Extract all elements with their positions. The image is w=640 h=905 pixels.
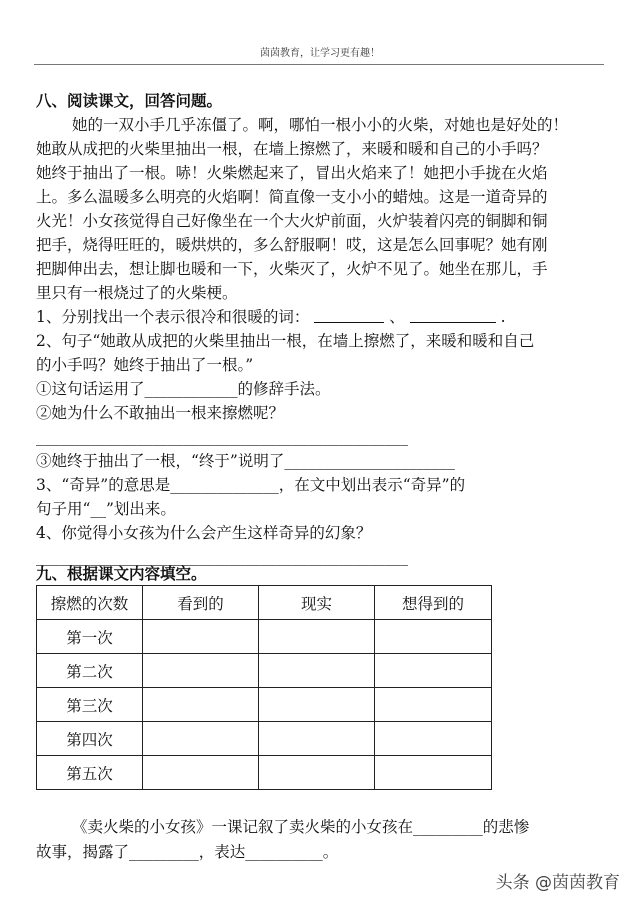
row-label: 第二次	[37, 654, 143, 688]
passage-line: 上。多么温暖多么明亮的火焰啊！简直像一支小小的蜡烛。这是一道奇异的	[36, 188, 548, 206]
passage-line: 火光！小女孩觉得自己好像坐在一个大火炉前面，火炉装着闪亮的铜脚和铜	[36, 212, 548, 230]
question-4: 4、你觉得小女孩为什么会产生这样奇异的幻象？	[36, 524, 372, 542]
answer-line[interactable]: ________________________________________________	[36, 548, 408, 566]
fill-table	[36, 585, 492, 790]
cold-word-blank[interactable]	[314, 308, 384, 323]
summary-blank[interactable]: __________	[245, 843, 323, 861]
table-cell[interactable]	[143, 688, 259, 722]
question-2-line1: 2、句子“她敢从成把的火柴里抽出一根，在墙上擦燃了，来暖和暖和自己	[36, 332, 535, 350]
row-label: 第一次	[37, 620, 143, 654]
table-cell[interactable]	[375, 620, 492, 654]
passage-line: 她终于抽出了一根。哧！火柴燃起来了，冒出火焰来了！她把小手拢在火焰	[36, 164, 548, 182]
table-cell[interactable]	[375, 688, 492, 722]
header-divider	[34, 64, 604, 65]
underline-mark-blank[interactable]: __	[90, 500, 106, 518]
question-2-sub1: ①这句话运用了____________的修辞手法。	[36, 380, 331, 398]
summary-blank[interactable]: _________	[413, 818, 483, 836]
table-header: 想得到的	[375, 586, 492, 620]
passage-line: 把脚伸出去，想让脚也暖和一下，火柴灭了，火炉不见了。她坐在那儿，手	[36, 260, 548, 278]
summary-line2: 故事，揭露了_________，表达__________。	[36, 843, 339, 861]
section8-title: 八、阅读课文，回答问题。	[36, 91, 223, 110]
question-3-line1: 3、“奇异”的意思是______________，在文中划出表示“奇异”的	[36, 476, 466, 494]
table-cell[interactable]	[259, 654, 375, 688]
row-label: 第四次	[37, 722, 143, 756]
table-row	[37, 620, 492, 654]
question-2-line2: 的小手吗？她终于抽出了一根。”	[36, 356, 254, 374]
answer-line[interactable]: ________________________________________________	[36, 428, 408, 446]
table-row	[37, 688, 492, 722]
table-header: 现实	[259, 586, 375, 620]
table-cell[interactable]	[143, 722, 259, 756]
question-1-end: .	[500, 308, 506, 326]
row-label: 第三次	[37, 688, 143, 722]
warm-word-blank[interactable]	[410, 308, 496, 323]
question-1	[36, 306, 602, 328]
blank-separator: 、	[389, 308, 405, 326]
table-cell[interactable]	[259, 722, 375, 756]
table-row	[37, 722, 492, 756]
table-cell[interactable]	[259, 688, 375, 722]
table-cell[interactable]	[259, 756, 375, 790]
table-cell[interactable]	[143, 620, 259, 654]
question-2-sub3: ③她终于抽出了一根，“终于”说明了______________________	[36, 452, 455, 470]
rhetoric-blank[interactable]: ____________	[144, 380, 238, 398]
zhongyu-blank[interactable]: ______________________	[284, 452, 455, 470]
row-label: 第五次	[37, 756, 143, 790]
qiyi-meaning-blank[interactable]: ______________	[170, 476, 279, 494]
table-header-row	[37, 586, 492, 620]
table-cell[interactable]	[143, 654, 259, 688]
summary-line1: 《卖火柴的小女孩》一课记叙了卖火柴的小女孩在_________的悲惨	[72, 818, 530, 836]
page-header: 茵茵教育，让学习更有趣！	[260, 48, 380, 59]
passage-line: 她敢从成把的火柴里抽出一根，在墙上擦燃了，来暖和暖和自己的小手吗？	[36, 140, 548, 158]
watermark: 头条 @茵茵教育	[495, 873, 620, 893]
table-cell[interactable]	[259, 620, 375, 654]
table-cell[interactable]	[375, 722, 492, 756]
question-3-line2: 句子用“__”划出来。	[36, 500, 176, 518]
table-cell[interactable]	[375, 756, 492, 790]
table-header: 擦燃的次数	[37, 586, 143, 620]
question-2-sub2: ②她为什么不敢抽出一根来擦燃呢？	[36, 404, 285, 422]
table-row	[37, 756, 492, 790]
question-1-text: 1、分别找出一个表示很冷和很暖的词：	[36, 308, 310, 326]
passage-line: 把手，烧得旺旺的，暖烘烘的，多么舒服啊！哎，这是怎么回事呢？她有刚	[36, 236, 548, 254]
section9-title: 九、根据课文内容填空。	[36, 564, 207, 583]
passage-line: 里只有一根烧过了的火柴梗。	[36, 284, 238, 302]
table-header: 看到的	[143, 586, 259, 620]
table-cell[interactable]	[143, 756, 259, 790]
summary-blank[interactable]: _________	[129, 843, 199, 861]
table-row	[37, 654, 492, 688]
passage-line: 她的一双小手几乎冻僵了。啊，哪怕一根小小的火柴，对她也是好处的！	[72, 116, 569, 134]
table-cell[interactable]	[375, 654, 492, 688]
